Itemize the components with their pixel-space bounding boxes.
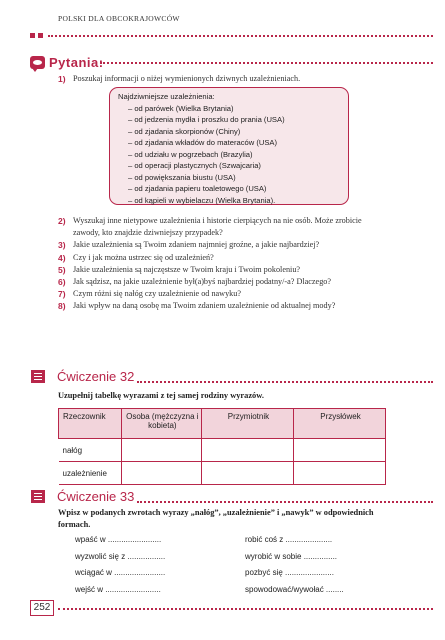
box-title: Najdziwniejsze uzależnienia: — [118, 92, 215, 101]
phrase-item: robić coś z ..................... — [245, 535, 333, 544]
box-item: – od operacji plastycznych (Szwajcaria) — [128, 161, 261, 170]
row-label: nałóg — [59, 439, 122, 462]
question-item — [58, 73, 378, 85]
exercise-instruction: Wpisz w podanych zwrotach wyrazy „nałóg”, „uzależnienie” i „nawyk” w odpowiednich formach. — [58, 508, 374, 529]
box-item: – od parówek (Wielka Brytania) — [128, 103, 234, 113]
box-item: – od zjadania papieru toaletowego (USA) — [128, 184, 267, 193]
table-header-row — [59, 409, 386, 439]
question-text: Jakie uzależnienia są Twoim zdaniem najmniej groźne, a jakie najbardziej? — [73, 240, 320, 250]
question-number: 8) — [58, 301, 66, 312]
question-number: 7) — [58, 289, 66, 300]
page-header-title: POLSKI DLA OBCOKRAJOWCÓW — [58, 14, 180, 23]
checklist-icon — [31, 490, 45, 503]
row-label: uzależnienie — [59, 462, 122, 485]
question-item — [58, 288, 378, 300]
question-text: Wyszukaj inne nietypowe uzależnienia i historie cierpiących na nie osób. Może zrobicie zawody, kto znajdzie dziwniejszy przypadek? — [73, 216, 362, 238]
checklist-icon — [31, 370, 45, 383]
exercise-title: Ćwiczenie 33 — [57, 489, 135, 504]
column-header: Przysłówek — [294, 409, 386, 439]
word-family-table — [58, 408, 386, 485]
question-item — [58, 264, 378, 276]
pytania-label: Pytania: — [49, 54, 104, 70]
exercise-instruction: Uzupełnij tabelkę wyrazami z tej samej rodziny wyrazów. — [58, 391, 264, 400]
answer-cell[interactable] — [294, 462, 386, 485]
header-rule — [48, 35, 433, 37]
header-marker — [30, 33, 35, 38]
question-number: 2) — [58, 216, 66, 226]
box-item: – od jedzenia mydła i proszku do prania (USA) — [128, 115, 285, 124]
question-item — [58, 276, 378, 288]
question-number: 4) — [58, 252, 66, 263]
question-list-top — [58, 73, 378, 85]
strange-addictions-box — [109, 87, 349, 205]
phrase-item: pozbyć się ...................... — [245, 568, 334, 577]
exercise-33-rule — [137, 501, 433, 503]
question-text: Poszukaj informacji o niżej wymienionych dziwnych uzależnieniach. — [73, 74, 301, 83]
column-header: Przymiotnik — [201, 409, 293, 439]
answer-cell[interactable] — [121, 439, 201, 462]
box-item: – od powiększania biustu (USA) — [128, 172, 236, 182]
phrases-right — [245, 532, 344, 598]
column-header: Osoba (mężczyzna i kobieta) — [121, 409, 201, 439]
question-number: 5) — [58, 264, 66, 275]
question-item — [58, 300, 378, 312]
question-number: 1) — [58, 74, 66, 84]
question-text: Czy i jak można ustrzec się od uzależnień? — [73, 252, 214, 262]
question-item — [58, 252, 378, 264]
phrase-item: wyzwolić się z ................. — [75, 551, 166, 561]
answer-cell[interactable] — [201, 462, 293, 485]
pytania-heading — [30, 55, 104, 69]
question-number: 3) — [58, 240, 66, 251]
phrase-item: wyrobić w sobie ............... — [245, 551, 338, 561]
pytania-rule — [100, 62, 433, 64]
question-text: Jak sądzisz, na jakie uzależnienie był(a)byś najbardziej podatny/-a? Dlaczego? — [73, 277, 332, 287]
question-item — [58, 239, 378, 251]
phrase-item: wciągać w ....................... — [75, 568, 166, 577]
question-text: Jakie uzależnienia są najczęstsze w Twoim kraju i Twoim pokoleniu? — [73, 264, 301, 274]
phrases-left — [75, 532, 165, 598]
answer-cell[interactable] — [121, 462, 201, 485]
question-list — [58, 215, 378, 313]
question-text: Jaki wpływ na daną osobę ma Twoim zdaniem uzależnienie od aktualnej mody? — [73, 301, 336, 311]
exercise-32-heading — [31, 369, 134, 384]
footer-rule — [58, 608, 433, 610]
box-item: – od udziału w pogrzebach (Brazylia) — [128, 149, 253, 159]
phrase-item: spowodować/wywołać ........ — [245, 584, 344, 594]
box-item: – od zjadania skorpionów (Chiny) — [128, 126, 241, 136]
table-row — [59, 462, 386, 485]
answer-cell[interactable] — [201, 439, 293, 462]
table-row — [59, 439, 386, 462]
box-item: – od zjadania wkładów do materaców (USA) — [128, 138, 277, 147]
header-marker — [38, 33, 43, 38]
phrase-item: wejść w ......................... — [75, 584, 161, 594]
phrase-item: wpaść w ........................ — [75, 535, 162, 544]
exercise-33-heading — [31, 489, 134, 504]
speech-bubble-icon — [30, 56, 45, 69]
question-number: 6) — [58, 277, 66, 288]
column-header: Rzeczownik — [59, 409, 122, 439]
answer-cell[interactable] — [294, 439, 386, 462]
exercise-title: Ćwiczenie 32 — [57, 369, 135, 384]
box-item: – od kąpieli w wybielaczu (Wielka Brytania). — [128, 195, 276, 205]
question-item — [58, 215, 378, 239]
page-number: 252 — [30, 600, 54, 616]
question-text: Czym różni się nałóg czy uzależnienie od nawyku? — [73, 289, 242, 299]
exercise-32-rule — [137, 381, 433, 383]
